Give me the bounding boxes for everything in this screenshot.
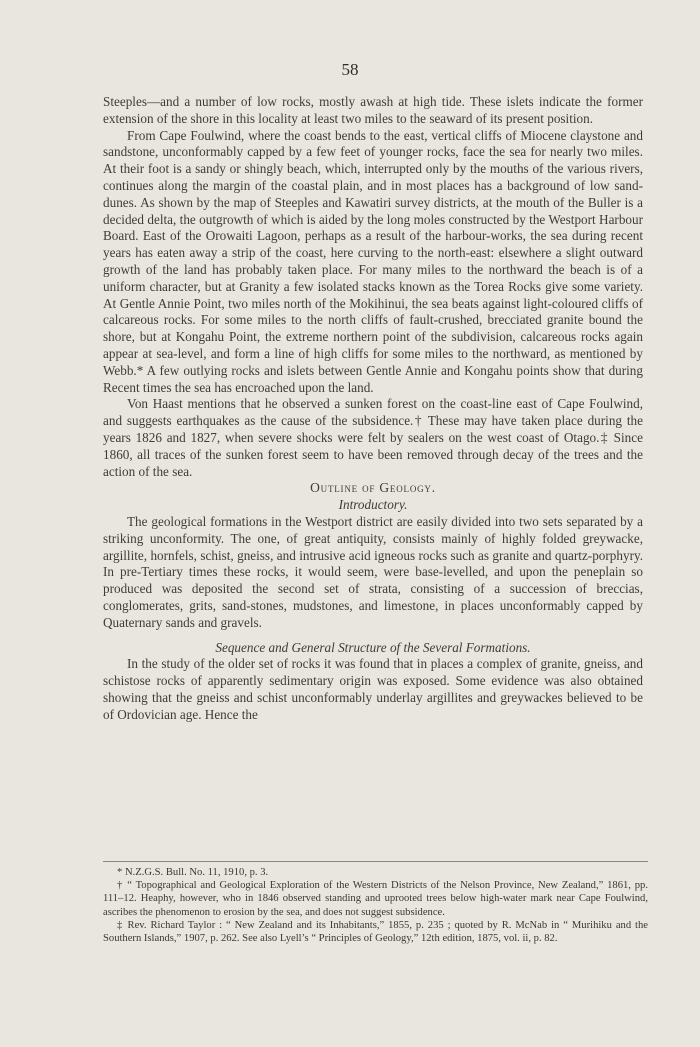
paragraph-geological-formations: The geological formations in the Westport district are easily divided into two sets separated by a striking unconformity. The one, of great antiquity, consists mainly of highly folded greywacke, argillite, hornfels, schist, gneiss, and intrusive acid igneous rocks such as granite and quartz-porphyry. In pre-Tertiary times these rocks, it would seem, were base-levelled, and upon the peneplain so produced was deposited the second set of strata, consisting of a succession of breccias, conglomerates, grits, sand-stones, mudstones, and limestone, in places unconformably capped by Quaternary sands and gravels. [103, 513, 643, 630]
subheading-introductory: Introductory. [338, 497, 408, 513]
body-text [103, 94, 643, 723]
section-heading-outline: Outline of Geology. [310, 480, 436, 496]
footnotes [103, 866, 648, 945]
paragraph-older-rocks: In the study of the older set of rocks it was found that in places a complex of granite, gneiss, and schistose rocks of apparently sedimentary origin was exposed. Some evidence was also obtained showing that the gneiss and schist unconformably underlay argillites and greywackes believed to be of Ordovician age. Hence the [103, 656, 643, 722]
page-number: 58 [341, 60, 359, 79]
footnote-divider [103, 861, 648, 862]
paragraph-steeples: Steeples—and a number of low rocks, mostly awash at high tide. These islets indicate the former extension of the shore in this locality at least two miles to the seaward of its present position. [103, 94, 643, 126]
footnote-2: † “ Topographical and Geological Exploration of the Western Districts of the Nelson Province, New Zealand,” 1861, pp. 111–12. Heaphy, however, who in 1846 observed standing and uprooted trees below high-water mark near Cape Foulwind, ascribes the phenomenon to erosion by the sea, and does not suggest subsidence. [103, 880, 648, 918]
paragraph-cape-foulwind: From Cape Foulwind, where the coast bends to the east, vertical cliffs of Miocene claystone and sandstone, unconformably capped by a few feet of younger rocks, face the sea for nearly two miles. At their foot is a sandy or shingly beach, which, interrupted only by the mouths of the various rivers, continues along the margin of the coastal plain, and in most places has a background of low sand-dunes. As shown by the map of Steeples and Kawatiri survey districts, at the mouth of the Buller is a decided delta, the outgrowth of which is aided by the long moles constructed by the Westport Harbour Board. East of the Orowaiti Lagoon, perhaps as a result of the harbour-works, the sea during recent years has eaten away a strip of the coast, here curving to the north-east: elsewhere a slight outward growth of the land has probably taken place. For many miles to the northward the beach is of a uniform character, but at Granity a few isolated stacks known as the Torea Rocks give some variety. At Gentle Annie Point, two miles north of the Mokihinui, the sea beats against light-coloured cliffs of calcareous rocks. For some miles to the north cliffs of fault-crushed, brecciated granite bound the shore, but at Kongahu Point, the extreme northern point of the subdivision, calcareous rocks again appear at sea-level, and form a line of high cliffs for some miles to the northward, as mentioned by Webb.* A few outlying rocks and islets between Gentle Annie and Kongahu points show that during Recent times the sea has encroached upon the land. [103, 127, 643, 395]
footnote-3: ‡ Rev. Richard Taylor : “ New Zealand and its Inhabitants,” 1855, p. 235 ; quoted by R. McNab in “ Murihiku and the Southern Islands,” 1907, p. 262. See also Lyell’s “ Principles of Geology,” 12th edition, 1875, vol. ii, p. 82. [103, 919, 648, 945]
paragraph-von-haast: Von Haast mentions that he observed a sunken forest on the coast-line east of Cape Foulwind, and suggests earthquakes as the cause of the subsidence.† These may have taken place during the years 1826 and 1827, when severe shocks were felt by sealers on the west coast of Otago.‡ Since 1860, all traces of the sunken forest seem to have been removed through decay of the trees and the action of the sea. [103, 396, 643, 479]
subheading-sequence: Sequence and General Structure of the Several Formations. [215, 639, 531, 655]
footnote-1: * N.Z.G.S. Bull. No. 11, 1910, p. 3. [117, 867, 269, 878]
